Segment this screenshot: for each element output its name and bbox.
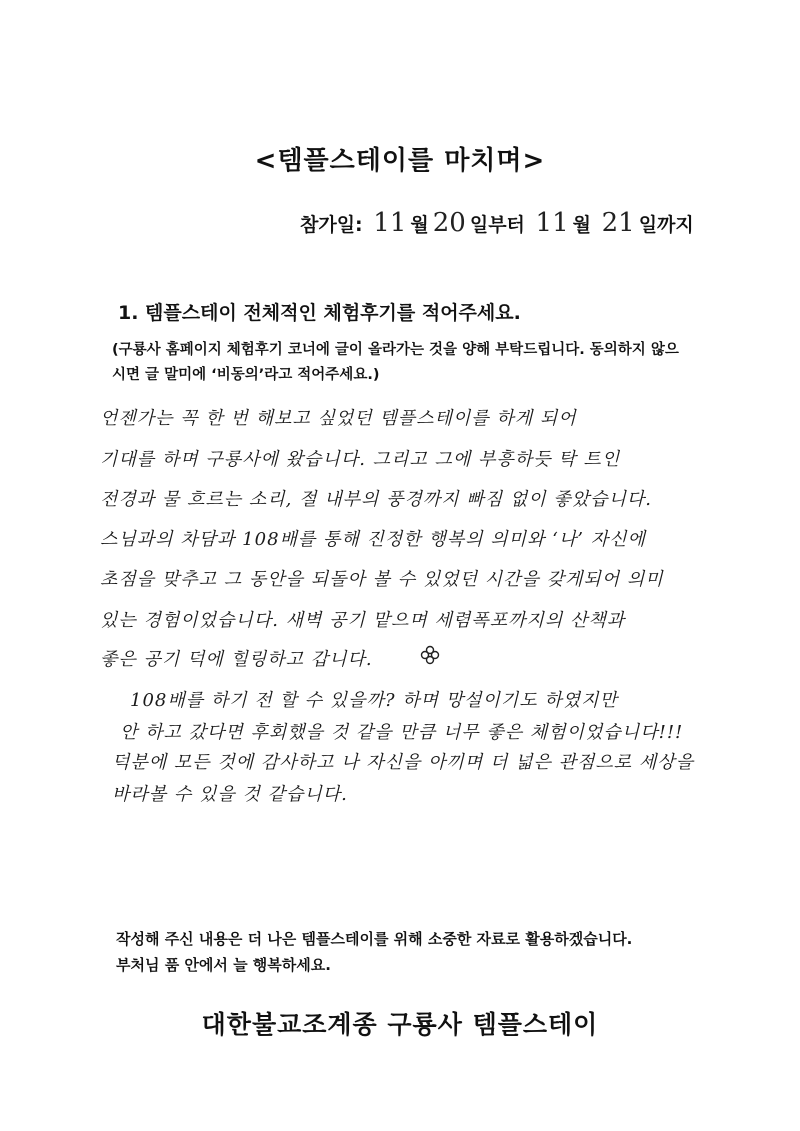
start-month: 11 (373, 208, 407, 238)
answer-line: 안 하고 갔다면 후회했을 것 같을 만큼 너무 좋은 체험이었습니다!!! (120, 722, 684, 743)
participation-label: 참가일: (300, 214, 363, 236)
month-unit-1: 월 (410, 214, 429, 236)
participation-dates (300, 208, 694, 238)
answer-line: 덕분에 모든 것에 감사하고 나 자신을 아끼며 더 넓은 관점으로 세상을 (112, 752, 695, 773)
answer-line: 108배를 하기 전 할 수 있을까? 하며 망설이기도 하였지만 (130, 690, 618, 711)
answer-line: 초점을 맞추고 그 동안을 되돌아 볼 수 있었던 시간을 갖게되어 의미 (100, 569, 664, 590)
from-text: 일부터 (469, 214, 525, 236)
flower-doodle-icon (420, 645, 440, 665)
answer-line: 좋은 공기 덕에 힐링하고 갑니다. (100, 649, 373, 670)
until-text: 일까지 (638, 214, 694, 236)
answer-line: 기대를 하며 구룡사에 왔습니다. 그리고 그에 부흥하듯 탁 트인 (100, 449, 621, 470)
answer-line: 언젠가는 꼭 한 번 해보고 싶었던 템플스테이를 하게 되어 (100, 408, 577, 429)
form-title: <템플스테이를 마치며> (254, 146, 546, 176)
footer-blessing: 부처님 품 안에서 늘 행복하세요. (116, 956, 331, 974)
footer-message: 작성해 주신 내용은 더 나은 템플스테이를 위해 소중한 자료로 활용하겠습니다. (116, 930, 633, 948)
question-1: 1. 템플스테이 전체적인 체험후기를 적어주세요. (118, 302, 521, 324)
end-month: 11 (535, 208, 569, 238)
end-day: 21 (601, 208, 635, 238)
start-day: 20 (432, 208, 466, 238)
answer-line: 스님과의 차담과 108배를 통해 진정한 행복의 의미와 ‘나’ 자신에 (100, 529, 646, 550)
answer-line: 있는 경험이었습니다. 새벽 공기 맡으며 세렴폭포까지의 산책과 (100, 610, 626, 631)
answer-line: 전경과 물 흐르는 소리, 절 내부의 풍경까지 빠짐 없이 좋았습니다. (100, 489, 653, 510)
month-unit-2: 월 (572, 214, 591, 236)
consent-note: (구룡사 홈페이지 체험후기 코너에 글이 올라가는 것을 양해 부탁드립니다. 동의하지 않으시면 글 말미에 ‘비동의’라고 적어주세요.) (112, 342, 679, 383)
answer-line: 바라볼 수 있을 것 같습니다. (112, 784, 348, 805)
organization-name: 대한불교조계종 구룡사 템플스테이 (201, 1010, 599, 1039)
